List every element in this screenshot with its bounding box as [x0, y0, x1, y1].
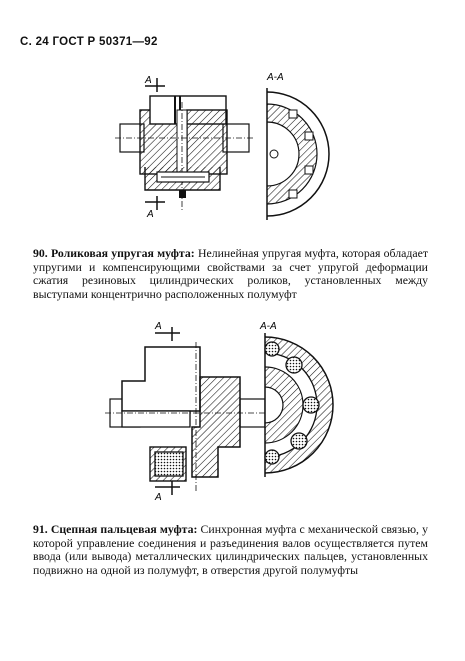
- section-label-top: А: [145, 75, 152, 86]
- section-label-top: А: [155, 321, 162, 332]
- section-view-label: А-А: [260, 321, 277, 332]
- section-label-bottom: А: [147, 209, 154, 220]
- term: Роликовая упругая муфта:: [51, 246, 195, 260]
- coupling-2-drawing: [100, 317, 345, 505]
- figure-coupling-1: [105, 62, 340, 229]
- definition-text: Синхронная муфта с механической связью, у которой управление соединения и разъединения валов осуществляется путем ввода (или вывода) металлических цилиндрических пальцев, установленных подвижно на одной из полумуфт, в отверстия другой полумуфты: [33, 522, 428, 577]
- definition-91: [33, 523, 428, 577]
- definition-90: [33, 247, 428, 301]
- item-number: 91.: [33, 522, 48, 536]
- section-label-bottom: А: [155, 492, 162, 503]
- item-number: 90.: [33, 246, 48, 260]
- coupling-1-drawing: [105, 62, 340, 224]
- figure-coupling-2: [100, 317, 345, 510]
- term: Сцепная пальцевая муфта:: [50, 522, 198, 536]
- section-view-label: А-А: [267, 72, 284, 83]
- page-header: С. 24 ГОСТ Р 50371—92: [20, 36, 158, 48]
- definition-text: Нелинейная упругая муфта, которая обладает упругими и компенсирующими свойствами за счет упругой деформации сжатия резиновых цилиндрических роликов, установленных между выступами концентрично расположенных полумуфт: [33, 246, 429, 301]
